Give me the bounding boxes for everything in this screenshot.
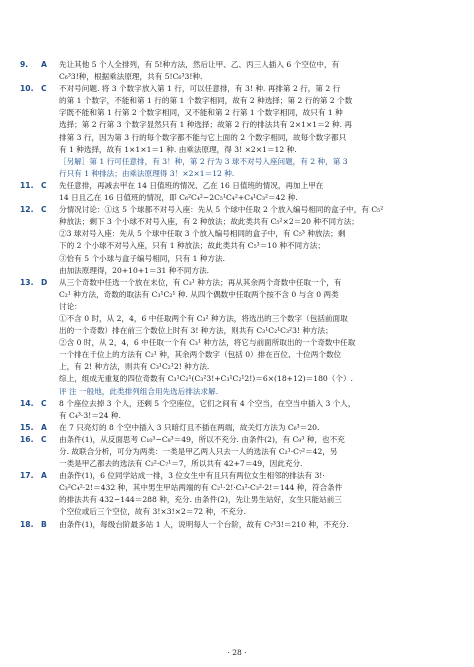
explanation-line: 由加法原理得，20+10+1＝31 种不同方法.	[59, 265, 210, 275]
explanation-line: C₆³3!种，根据乘法原理，共有 5!C₆³3!种.	[59, 72, 203, 82]
answer-list	[10, 59, 462, 531]
explanation-line: 先任意排，再减去甲在 14 日值班的情况、乙在 16 日值班的情况，再加上甲在	[59, 180, 324, 190]
answer-letter: B	[41, 519, 47, 529]
explanation-line: 14 日且乙在 16 日值班的情况，即 C₆²C₄²−2C₅¹C₄²+C₄¹C₃²＝42 种.	[59, 193, 298, 203]
answer-item	[10, 204, 462, 277]
explanation-line: 的第 1 个数字，不能和第 1 行的第 1 个数字相同，故有 2 种选择；第 2 行的第 2 个数	[59, 96, 353, 106]
explanation-line: 评 注 一般地，此类排列组合用先选后排法求解.	[59, 386, 219, 396]
question-number: 17.	[20, 471, 34, 481]
answer-item	[10, 83, 462, 180]
explanation-line: 分. 故联合分析，可分为两类：一类是甲乙两人只去一人的选法有 C₂¹·C₇²＝42，另	[59, 447, 338, 456]
answer-item	[10, 398, 462, 422]
question-number: 10.	[20, 84, 34, 94]
question-number: 14.	[20, 398, 34, 408]
explanation-line: 分情况讨论：①这 5 个球都不对号入座：先从 5 个球中任取 2 个放入编号相同的盒子中，有 C₅²	[59, 205, 384, 215]
answer-item	[10, 434, 462, 470]
explanation-line: 下的 2 个小球不对号入座，只有 1 种放法；故此类共有 C₅³＝10 种不同方法；	[59, 241, 325, 251]
answer-letter: D	[41, 277, 48, 287]
explanation-line: 行只有 1 种排法；由乘法原理得 3！×2×1＝12 种.	[59, 168, 235, 178]
explanation-line: 排第 3 行，因为第 3 行的每个数字都不能与它上面的 2 个数字相同，故每个数字都只	[59, 132, 347, 142]
answer-item	[10, 386, 462, 398]
answer-item	[10, 519, 462, 531]
question-number: 18.	[20, 519, 34, 529]
explanation-line: 字既不能和第 1 行第 2 个数字相同，又不能和第 2 行第 1 个数字相同，故只有 1 种	[59, 108, 343, 118]
explanation-line: 讨论：	[59, 301, 82, 311]
explanation-line: 由条件(1)，每级台阶最多站 1 人，说明每人一个台阶，故有 C₇³3!＝210 种，不充分.	[59, 519, 349, 529]
question-number: 15.	[20, 422, 34, 432]
explanation-line: 一个排在千位上的方法有 C₂¹ 种，其余两个数字（包括 0）排在百位、十位两个数位	[59, 350, 342, 360]
explanation-line: 由条件(1)，从反面思考 C₁₀³−C₈³＝49，所以不充分. 由条件(2)，有 C₉³ 种，也不充	[59, 434, 345, 444]
question-number: 16.	[20, 434, 34, 444]
answer-letter: A	[41, 422, 47, 432]
answer-letter: C	[41, 180, 47, 190]
explanation-line: 有 C₄³·3!＝24 种.	[59, 410, 121, 420]
explanation-line: ②3 球对号入座：先从 5 个球中任取 3 个放入编号相同的盒子中，有 C₅³ 种放法；剩	[59, 229, 346, 239]
explanation-line: ①不含 0 时，从 2，4，6 中任取两个有 C₃² 种方法，将选出的三个数字（包括前面取	[59, 313, 348, 323]
explanation-line: 从三个奇数中任选一个放在末位，有 C₃¹ 种方法；再从其余两个奇数中任取一个，有	[59, 277, 342, 287]
answer-item	[10, 180, 462, 204]
answer-item	[10, 277, 462, 386]
explanation-line: 一类是甲乙都去的选法有 C₂²·C₇¹＝7，所以共有 42+7＝49，因此充分.	[59, 459, 303, 469]
explanation-line: 不对号问题. 将 3 个数字放入第 1 行，可以任意排，有 3! 种. 再排第 2 行，第 2 行	[59, 84, 341, 94]
answer-item	[10, 470, 462, 518]
page-number: · 28 ·	[227, 648, 247, 657]
answer-letter: A	[41, 60, 47, 69]
question-number: 12.	[20, 205, 34, 215]
explanation-line: 在 7 只亮灯的 8 个空中插入 3 只暗灯且不插在两端，故关灯方法为 C₆³＝20.	[59, 422, 320, 432]
answer-item	[10, 59, 462, 83]
explanation-line: C₂¹ 种方法，奇数的取法有 C₃¹C₂¹ 种. 从四个偶数中任取两个按不含 0 与含 0 两类	[59, 289, 339, 299]
answer-letter: C	[41, 84, 47, 94]
explanation-line: 先让其他 5 个人全排列，有 5!种方法，然后让甲、乙、丙三人插入 6 个空位中，有	[59, 60, 340, 69]
answer-letter: C	[41, 398, 47, 408]
explanation-line: 有 1 种选择，故有 1×1×1＝1 种. 由乘法原理，得 3! ×2×1＝12 种.	[59, 144, 297, 154]
answer-letter: A	[41, 471, 47, 481]
explanation-line: 上，有 2! 种方法，则共有 C₃¹C₂¹2! 种方法.	[59, 362, 210, 372]
explanation-line: 种放法；剩下 3 个小球不对号入座，有 2 种放法；故此类共有 C₅²×2＝20 种不同方法；	[59, 217, 359, 227]
explanation-line: ②含 0 时，从 2，4，6 中任取一个有 C₃¹ 种方法，将它与前面所取出的一个奇数中任取	[59, 338, 356, 348]
question-number: 11.	[20, 180, 34, 190]
explanation-line: 综上，组成无重复的四位奇数有 C₃¹C₂¹(C₃²3!+C₃¹C₂¹2!)＝6×(18+12)＝180（个）.	[59, 374, 353, 384]
question-number: 13.	[20, 277, 34, 287]
answer-item	[10, 422, 462, 434]
explanation-line: 选择；第 2 行第 3 个数字显然只有 1 种选择；故第 2 行的排法共有 2×1×1＝2 种. 再	[59, 120, 352, 130]
explanation-line: 的排法共有 432−144＝288 种，充分. 由条件(2)，先让男生站好，女生只能站前三	[59, 495, 342, 505]
explanation-line: 由条件(1)，6 位同学站成一排，3 位女生中有且只有两位女生相邻的排法有 3!·	[59, 471, 325, 481]
explanation-line: 个空位或后三个空位，故有 3!×3!×2＝72 种，不充分.	[59, 507, 246, 517]
explanation-line: C₃²C₄²·2!＝432 种，其中男生甲站两端的有 C₂¹·2!·C₃²·C₃²·2!＝144 种，符合条件	[59, 483, 343, 493]
answer-letter: C	[41, 205, 47, 215]
explanation-line: ［另解］第 1 行可任意排，有 3！种，第 2 行为 3 球不对号入座问题，有 2 种，第 3	[59, 156, 348, 166]
explanation-line: 出的一个奇数）排在前三个数位上时有 3! 种方法，则共有 C₃¹C₂¹C₃²3! 种方法；	[59, 326, 333, 336]
explanation-line: 8 个座位去掉 3 个人，还剩 5 个空座位，它们之间有 4 个空当，在空当中插入 3 个人，	[59, 398, 356, 408]
question-number: 9.	[20, 60, 29, 69]
answer-letter: C	[41, 434, 47, 444]
explanation-line: ③恰有 5 个小球与盒子编号相同，只有 1 种方法.	[59, 253, 226, 263]
